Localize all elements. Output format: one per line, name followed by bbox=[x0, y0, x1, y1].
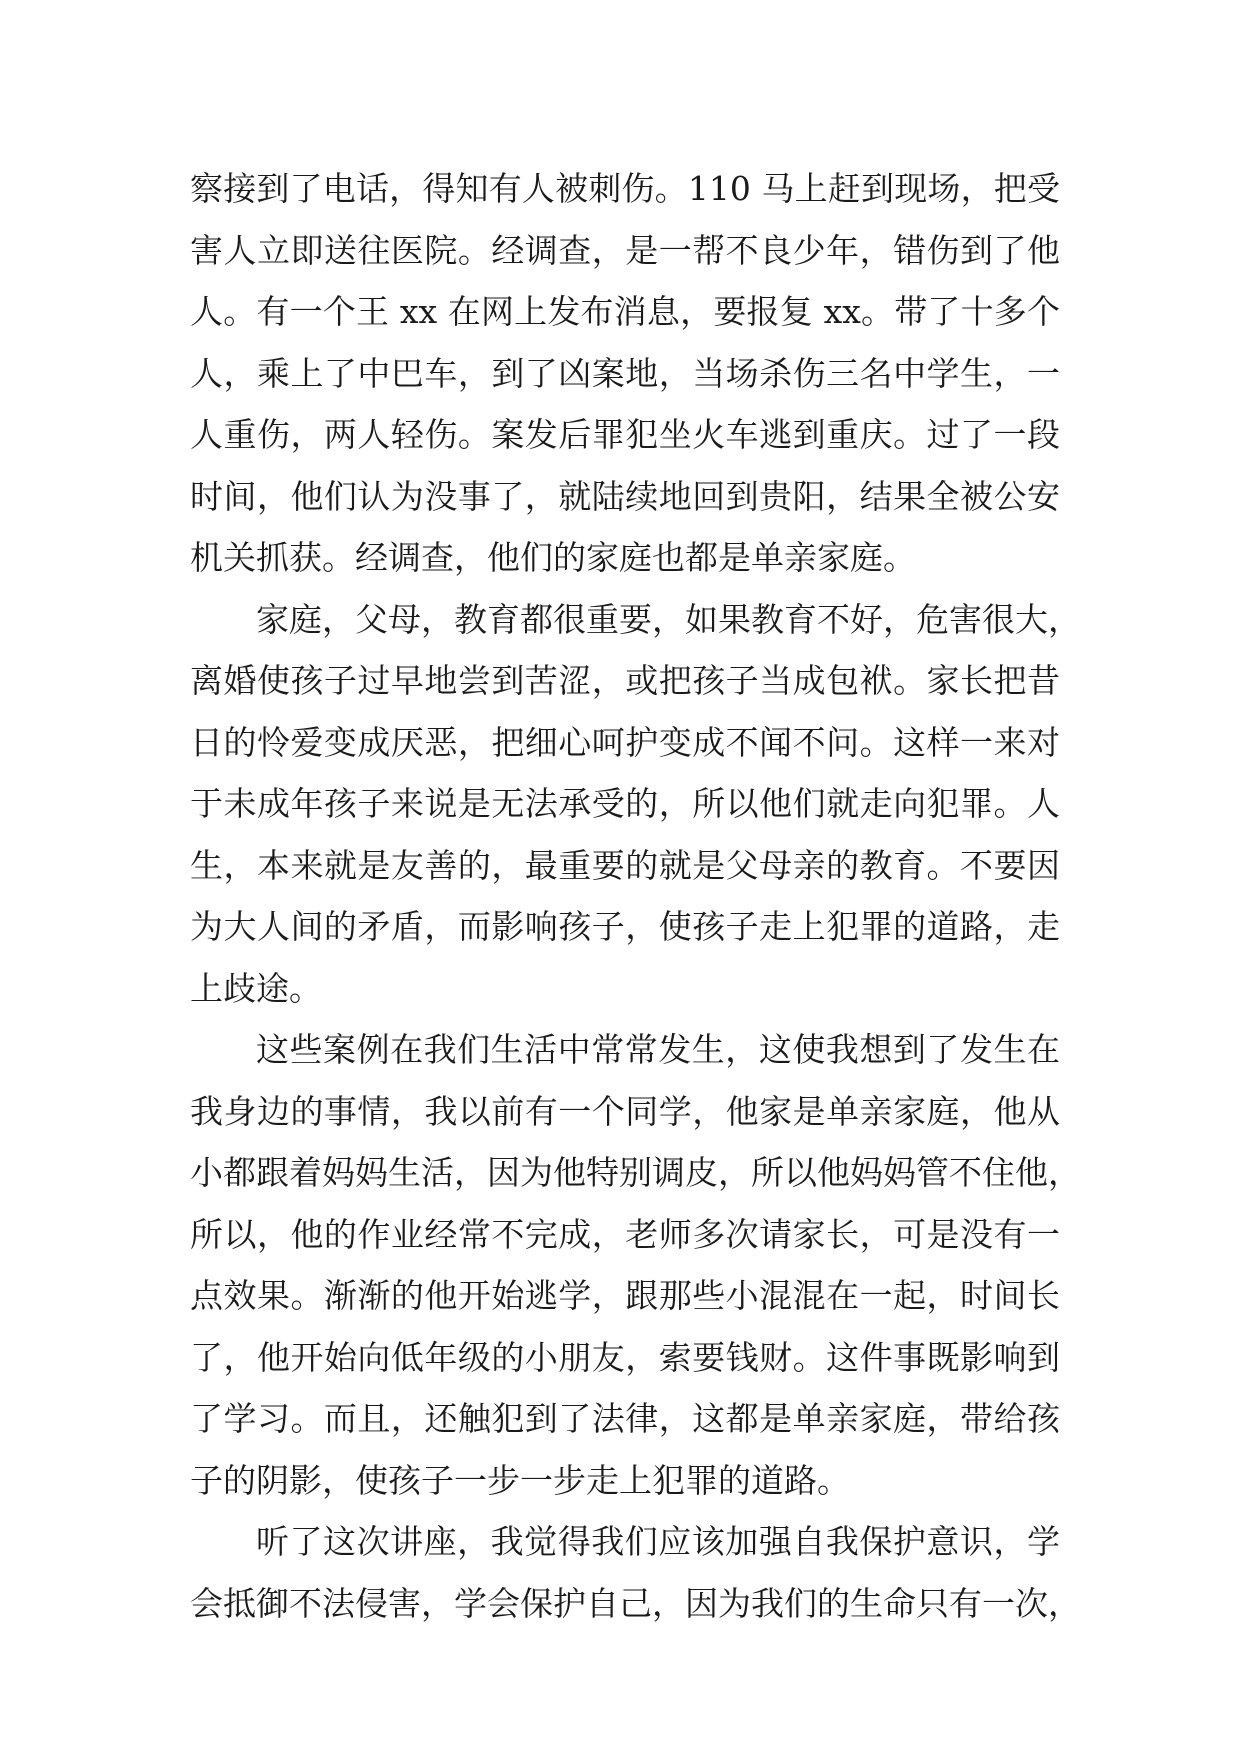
document-body bbox=[190, 158, 1081, 1634]
text-line: 了，他开始向低年级的小朋友，索要钱财。这件事既影响到 bbox=[190, 1337, 1060, 1377]
text-line: 察接到了电话，得知有人被刺伤。110 马上赶到现场，把受 bbox=[190, 169, 1060, 208]
text-line: 听了这次讲座，我觉得我们应该加强自我保护意识，学 bbox=[256, 1522, 1060, 1561]
text-line: 人。有一个王 xx 在网上发布消息，要报复 xx。带了十多个 bbox=[190, 292, 1060, 331]
text-line: 我身边的事情，我以前有一个同学，他家是单亲家庭，他从 bbox=[190, 1091, 1060, 1131]
text-line: 这些案例在我们生活中常常发生，这使我想到了发生在 bbox=[256, 1030, 1060, 1069]
text-line: 日的怜爱变成厌恶，把细心呵护变成不闻不问。这样一来对 bbox=[190, 722, 1060, 762]
paragraph-4 bbox=[190, 1511, 1081, 1634]
paragraph-2 bbox=[190, 589, 1081, 1020]
text-line: 所以，他的作业经常不完成，老师多次请家长，可是没有一 bbox=[190, 1214, 1060, 1254]
text-line: 小都跟着妈妈生活，因为他特别调皮，所以他妈妈管不住他， bbox=[190, 1153, 1081, 1192]
text-line: 家庭，父母，教育都很重要，如果教育不好，危害很大， bbox=[256, 599, 1081, 639]
text-line: 为大人间的矛盾，而影响孩子，使孩子走上犯罪的道路，走 bbox=[190, 907, 1060, 946]
text-line: 子的阴影，使孩子一步一步走上犯罪的道路。 bbox=[190, 1460, 850, 1500]
text-line: 了学习。而且，还触犯到了法律，这都是单亲家庭，带给孩 bbox=[190, 1399, 1060, 1438]
paragraph-1 bbox=[190, 158, 1060, 589]
text-line: 会抵御不法侵害，学会保护自己，因为我们的生命只有一次， bbox=[190, 1583, 1081, 1623]
text-line: 上歧途。 bbox=[190, 968, 322, 1008]
text-line: 人重伤，两人轻伤。案发后罪犯坐火车逃到重庆。过了一段 bbox=[190, 415, 1060, 454]
text-line: 时间，他们认为没事了，就陆续地回到贵阳，结果全被公安 bbox=[190, 476, 1060, 516]
text-line: 点效果。渐渐的他开始逃学，跟那些小混混在一起，时间长 bbox=[190, 1276, 1060, 1315]
paragraph-3 bbox=[190, 1019, 1081, 1511]
text-line: 机关抓获。经调查，他们的家庭也都是单亲家庭。 bbox=[190, 538, 916, 577]
text-line: 离婚使孩子过早地尝到苦涩，或把孩子当成包袱。家长把昔 bbox=[190, 661, 1060, 700]
text-line: 生，本来就是友善的，最重要的就是父母亲的教育。不要因 bbox=[190, 845, 1060, 885]
text-line: 于未成年孩子来说是无法承受的，所以他们就走向犯罪。人 bbox=[190, 784, 1060, 823]
text-line: 害人立即送往医院。经调查，是一帮不良少年，错伤到了他 bbox=[190, 230, 1060, 270]
text-line: 人，乘上了中巴车，到了凶案地，当场杀伤三名中学生，一 bbox=[190, 353, 1060, 393]
